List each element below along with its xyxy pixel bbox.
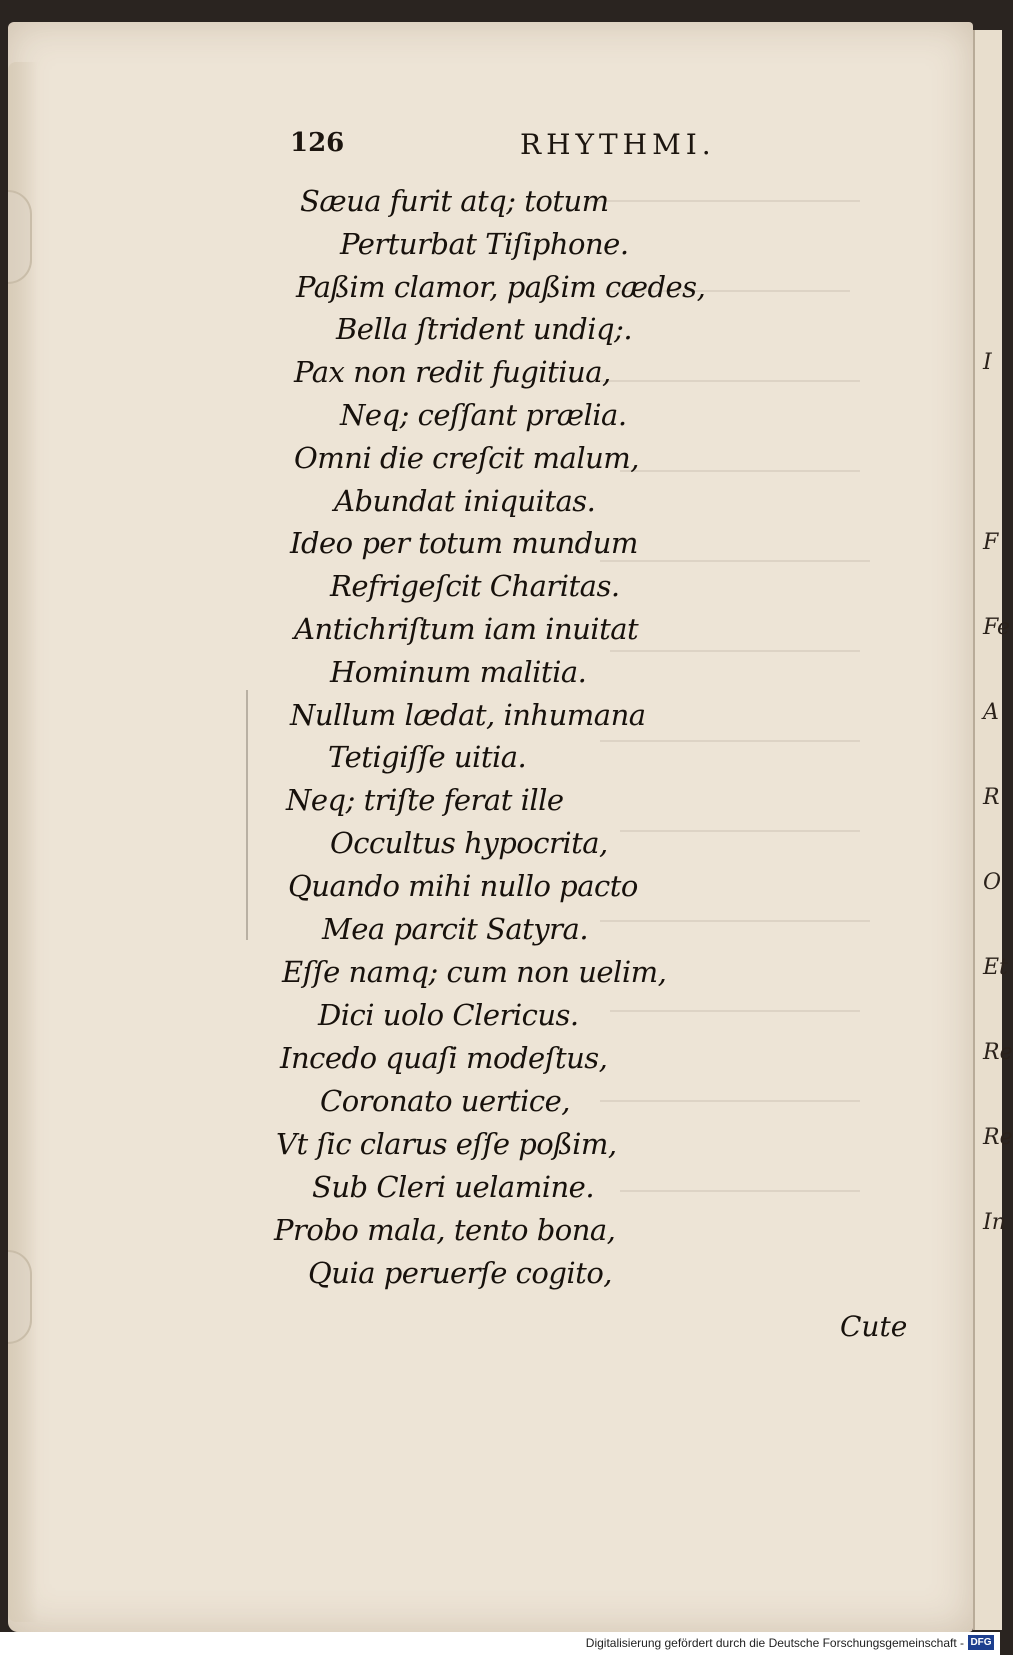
verse-line: Vt ſic clarus eſſe poßim,	[276, 1127, 617, 1161]
verse-line: Paßim clamor, paßim cædes,	[296, 270, 706, 304]
verse-line: Occultus hypocrita,	[330, 826, 608, 860]
show-through-line	[600, 740, 860, 742]
facing-page-fragment: A	[983, 700, 999, 725]
show-through-line	[620, 1190, 860, 1192]
verse-line: Probo mala, tento bona,	[274, 1213, 616, 1247]
facing-page-fragment: O	[983, 870, 1002, 895]
facing-page-fragment: Re	[983, 1040, 1013, 1065]
facing-page-fragment: Fe	[983, 615, 1011, 640]
show-through-line	[600, 560, 870, 562]
verse-line: Mea parcit Satyra.	[322, 912, 589, 946]
catchword: Cute	[840, 1310, 908, 1343]
show-through-line	[600, 1100, 860, 1102]
show-through-line	[610, 650, 860, 652]
running-head: RHYTHMI.	[520, 128, 716, 161]
verse-line: Tetigiſſe uitia.	[328, 740, 527, 774]
pencil-margin-mark	[246, 690, 248, 940]
binding-clip-top	[8, 190, 32, 284]
facing-page-fragment: R	[983, 785, 1000, 810]
facing-page-fragment: In	[983, 1210, 1006, 1235]
verse-line: Refrigeſcit Charitas.	[330, 569, 620, 603]
verse-line: Eſſe namq; cum non uelim,	[282, 955, 667, 989]
verse-line: Nullum lædat, inhumana	[290, 698, 646, 732]
verse-line: Ideo per totum mundum	[290, 526, 638, 560]
facing-page-fragment: Re	[983, 1125, 1013, 1150]
verse-line: Abundat iniquitas.	[334, 484, 596, 518]
verse-line: Bella ſtrident undiq;.	[336, 312, 633, 346]
digitization-footer	[0, 1632, 1000, 1655]
show-through-line	[610, 1010, 860, 1012]
verse-line: Incedo quaſi modeſtus,	[280, 1041, 608, 1075]
facing-page-edge	[973, 30, 1013, 1630]
verse-line: Dici uolo Clericus.	[318, 998, 579, 1032]
show-through-line	[590, 200, 860, 202]
verse-line: Neq; triſte ferat ille	[286, 783, 564, 817]
verse-line: Neq; ceſſant prælia.	[340, 398, 627, 432]
facing-page-fragment: F	[983, 530, 999, 555]
page-number: 126	[290, 128, 345, 158]
verse-line: Antichriſtum iam inuitat	[294, 612, 639, 646]
verse-line: Quia peruerſe cogito,	[308, 1256, 613, 1290]
verse-line: Sub Cleri uelamine.	[312, 1170, 595, 1204]
show-through-line	[600, 380, 860, 382]
funding-credit: Digitalisierung gefördert durch die Deutsche Forschungsgemeinschaft -	[585, 1636, 964, 1650]
verse-line: Hominum malitia.	[330, 655, 587, 689]
verse-line: Sæua furit atq; totum	[300, 184, 609, 218]
show-through-line	[620, 830, 860, 832]
dfg-logo-icon: DFG	[968, 1635, 994, 1650]
verse-line: Omni die creſcit malum,	[294, 441, 640, 475]
verse-line: Quando mihi nullo pacto	[288, 869, 638, 903]
page-header	[290, 128, 760, 168]
verse-line: Pax non redit fugitiua,	[294, 355, 611, 389]
page-edge-shadow	[8, 62, 38, 1622]
facing-page-fragment: Et	[983, 955, 1008, 980]
show-through-line	[600, 920, 870, 922]
verse-line: Perturbat Tiſiphone.	[340, 227, 629, 261]
verse-line: Coronato uertice,	[320, 1084, 571, 1118]
binding-clip-bottom	[8, 1250, 32, 1344]
facing-page-fragment: I	[983, 350, 992, 375]
show-through-line	[620, 470, 860, 472]
